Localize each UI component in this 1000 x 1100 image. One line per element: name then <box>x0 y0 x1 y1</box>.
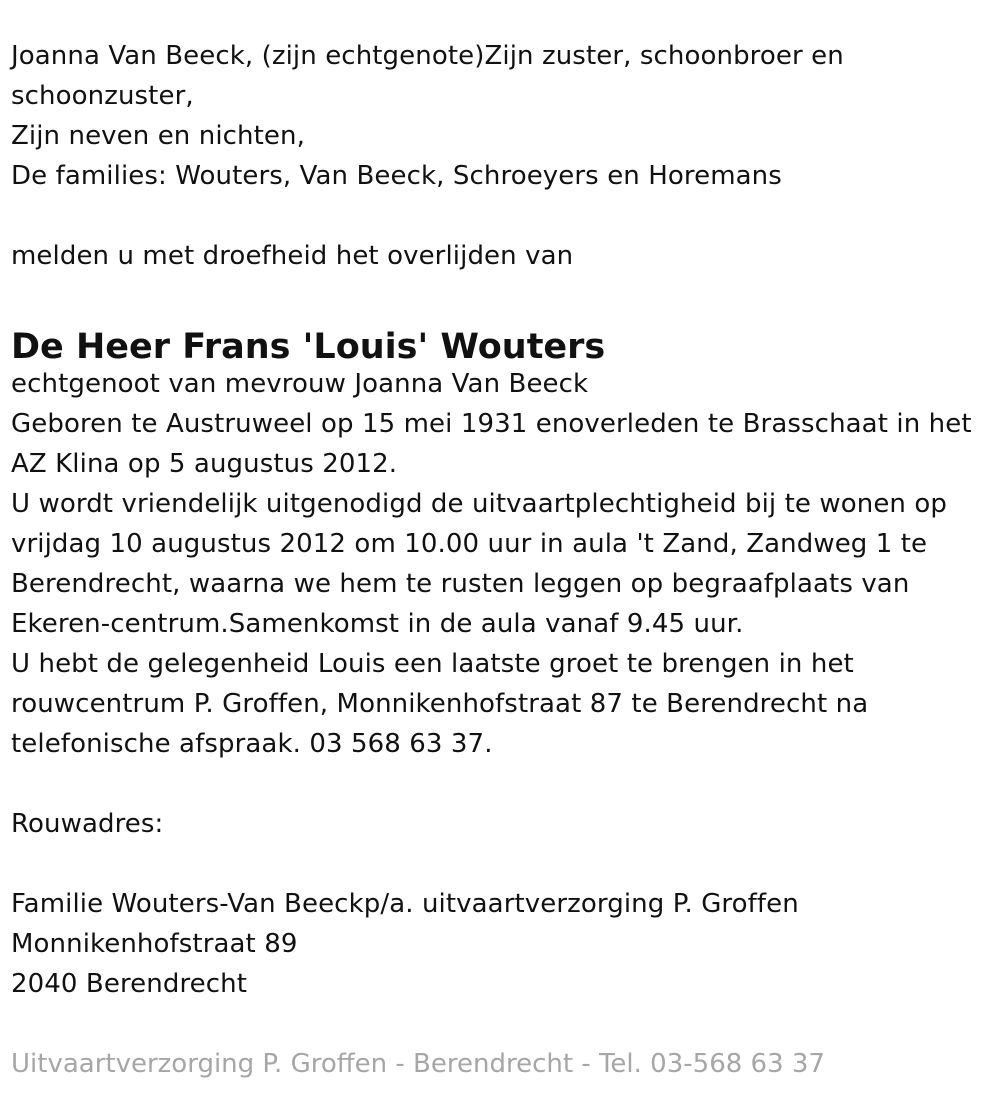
detail-line: U hebt de gelegenheid Louis een laatste groet te brengen in het <box>11 649 854 679</box>
address-line: 2040 Berendrecht <box>11 969 248 999</box>
detail-line: AZ Klina op 5 augustus 2012. <box>11 449 398 479</box>
detail-line: vrijdag 10 augustus 2012 om 10.00 uur in aula 't Zand, Zandweg 1 te <box>11 529 928 559</box>
funeral-home-footer: Uitvaartverzorging P. Groffen - Berendrecht - Tel. 03-568 63 37 <box>11 1049 825 1079</box>
spacer <box>11 844 986 884</box>
mourning-address-label: Rouwadres: <box>11 809 164 839</box>
family-line: De families: Wouters, Van Beeck, Schroeyers en Horemans <box>11 161 782 191</box>
detail-line: rouwcentrum P. Groffen, Monnikenhofstraat 87 te Berendrecht na <box>11 689 869 719</box>
announcement-text: melden u met droefheid het overlijden van <box>11 241 574 271</box>
address-line: Monnikenhofstraat 89 <box>11 929 298 959</box>
obituary-notice <box>11 36 986 1004</box>
family-line: Joanna Van Beeck, (zijn echtgenote)Zijn zuster, schoonbroer en <box>11 41 844 71</box>
detail-line: Ekeren-centrum.Samenkomst in de aula vanaf 9.45 uur. <box>11 609 744 639</box>
address-line: Familie Wouters-Van Beeckp/a. uitvaartverzorging P. Groffen <box>11 889 799 919</box>
detail-line: Berendrecht, waarna we hem te rusten leggen op begraafplaats van <box>11 569 910 599</box>
detail-line: Geboren te Austruweel op 15 mei 1931 enoverleden te Brasschaat in het <box>11 409 972 439</box>
deceased-name: De Heer Frans 'Louis' Wouters <box>11 327 606 367</box>
spacer <box>11 276 986 316</box>
family-line: schoonzuster, <box>11 81 194 111</box>
detail-line: telefonische afspraak. 03 568 63 37. <box>11 729 493 759</box>
funeral-details <box>11 364 986 764</box>
spacer <box>11 196 986 236</box>
detail-line: echtgenoot van mevrouw Joanna Van Beeck <box>11 369 589 399</box>
detail-line: U wordt vriendelijk uitgenodigd de uitvaartplechtigheid bij te wonen op <box>11 489 947 519</box>
family-list <box>11 36 986 196</box>
family-line: Zijn neven en nichten, <box>11 121 305 151</box>
spacer <box>11 764 986 804</box>
mourning-address <box>11 884 986 1004</box>
